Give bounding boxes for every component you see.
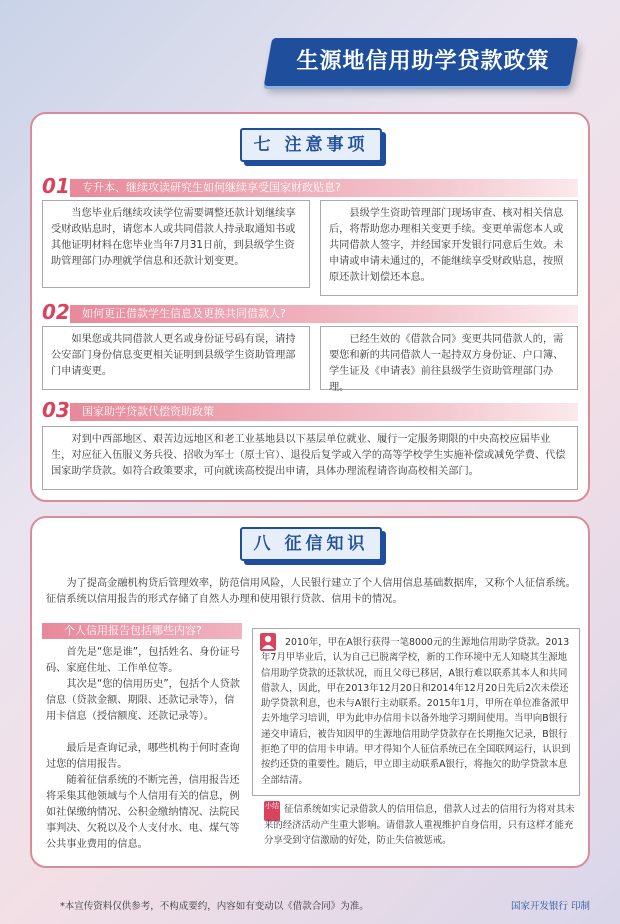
credit-intro: 为了提高金融机构贷后管理效率，防范信用风险，人民银行建立了个人信用信息基础数据库，又称个人征信系统。征信系统以信用报告的形式存储了自然人办理和使用银行贷款、信用卡的情况。: [46, 578, 576, 605]
question-02-bar: [42, 300, 578, 324]
question-text: 如何更正借款学生信息及更换共同借款人?: [82, 307, 286, 320]
disclaimer: *本宣传资料仅供参考，不构成要约，内容如有变动以《借款合同》为准。: [60, 901, 369, 912]
person-icon: [260, 633, 276, 651]
summary-text: 征信系统如实记录借款人的信用信息，借款人过去的信用行为将对其未来的经济活动产生重大影响。请借款人重视维护自身信用，只有这样才能充分享受到守信激励的好处，防止失信被惩戒。: [264, 804, 575, 846]
answer-box: 县级学生资助管理部门现场审查、核对相关信息后，将帮助您办理相关变更手续。变更单需您本人或共同借款人签字，并经国家开发银行同意后生效。未申请或申请未通过的，不能继续享受财政贴息，按照原还款计划偿还本息。: [320, 200, 578, 296]
question-number: 01: [42, 174, 70, 198]
question-text: 专升本、继续攻读研究生如何继续享受国家财政贴息?: [82, 181, 341, 194]
answer-box: 已经生效的《借款合同》变更共同借款人的，需要您和新的共同借款人一起持双方身份证、户口簿、学生证及《申请表》前往县级学生资助管理部门办理。: [320, 326, 578, 390]
answer-box: 如果您或共同借款人更名或身份证号码有误，请持公安部门身份信息变更相关证明到县级学生资助管理部门申请变更。: [42, 326, 310, 390]
answer-box: 对到中西部地区、艰苦边远地区和老工业基地县以下基层单位就业、履行一定服务期限的中央高校应届毕业生，对应征入伍服义务兵役、招收为军士（原士官）、退役后复学或入学的高等学校学生实施补偿或减免学费、代偿国家助学贷款。如符合政策要求，可向就读高校提出申请，具体办理流程请咨询高校相关部门。: [42, 426, 578, 490]
question-number: 02: [42, 300, 70, 324]
report-content-2: 其次是“您的信用历史”，包括个人贷款信息（贷款金额、期限、还款记录等），信用卡信息（授信额度、还款记录等）。: [46, 679, 240, 722]
answer-box: 当您毕业后继续攻读学位需要调整还款计划继续享受财政贴息时，请您本人或共同借款人持录取通知书或其他证明材料在您毕业当年7月31日前，到县级学生资助管理部门办理就学信息和还款计划变更。: [42, 200, 310, 288]
question-01-bar: [42, 174, 578, 198]
credit-report-subtitle: 个人信用报告包括哪些内容?: [42, 623, 242, 639]
publisher: 国家开发银行 印制: [510, 901, 590, 912]
section-8-header: 八 征信知识: [240, 527, 382, 561]
report-content-4: 随着征信系统的不断完善，信用报告还将采集其他领域与个人信用有关的信息，例如社保缴纳情况、公积金缴纳情况、法院民事判决、欠税以及个人支付水、电、煤气等公共事业费用的信息。: [46, 775, 240, 850]
question-number: 03: [42, 398, 70, 422]
page-title: 生源地信用助学贷款政策: [296, 49, 550, 74]
report-content-3: 最后是查询记录，哪些机构于何时查询过您的信用报告。: [46, 743, 240, 770]
question-03-bar: [42, 398, 578, 422]
section-7-header: 七 注意事项: [240, 128, 382, 162]
summary-badge: 小结: [264, 801, 280, 821]
report-content-1: 首先是“您是谁”，包括姓名、身份证号码、家庭住址、工作单位等。: [46, 647, 240, 674]
case-study-text: 2010年，甲在A银行获得一笔8000元的生源地信用助学贷款。2013年7月甲毕业后，认为自己已脱离学校，新的工作环境中无人知晓其生源地信用助学贷款的还款状况，而且父母已移居，A银行难以联系其本人和共同借款人，因此，甲在2013年12月20日和2014年12月20日先后2次未偿还助学贷款利息，也未与A银行主动联系。2015年1月，甲所在单位准备派甲去外地学习培训，甲为此申办信用卡以备外地学习期间使用。当甲向B银行递交申请后，被告知因甲的生源地信用助学贷款存在长期拖欠记录，B银行拒绝了甲的信用卡申请。甲才得知个人征信系统已在全国联网运行，认识到按约还贷的重要性。随后，甲立即主动联系A银行，将拖欠的助学贷款本息全部结清。: [261, 637, 571, 786]
question-text: 国家助学贷款代偿资助政策: [82, 405, 214, 418]
case-study-box: [252, 628, 580, 796]
